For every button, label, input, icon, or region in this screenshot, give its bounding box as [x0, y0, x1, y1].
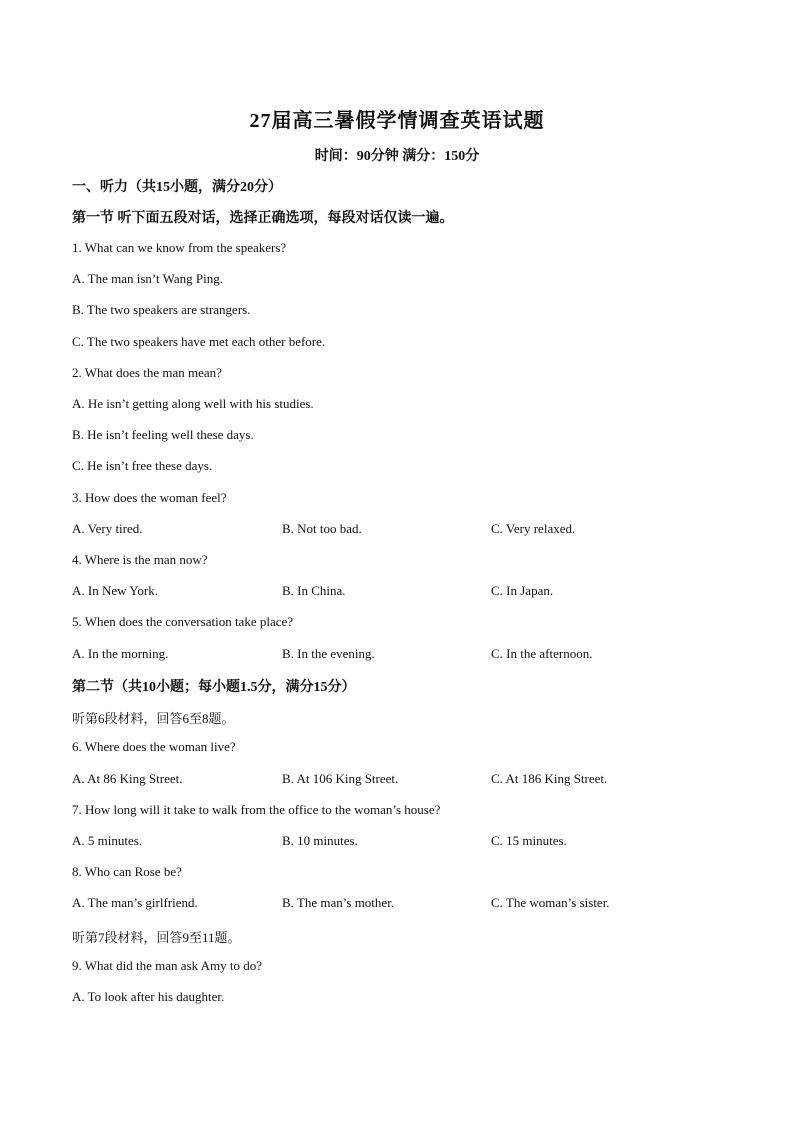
option: A. 5 minutes. — [72, 833, 143, 848]
option: C. In Japan. — [491, 583, 554, 598]
question: 2. What does the man mean? — [72, 365, 222, 380]
question: 3. How does the woman feel? — [72, 490, 227, 505]
exam-info: 时间：90分钟 满分：150分 — [314, 149, 480, 164]
material-note: 听第6段材料，回答6至8题。 — [72, 711, 235, 726]
option: B. The man’s mother. — [282, 895, 395, 910]
part-heading: 一、听力（共15小题，满分20分） — [72, 180, 282, 195]
option: B. At 106 King Street. — [282, 771, 399, 786]
option: A. He isn’t getting along well with his studies. — [72, 396, 314, 411]
option: B. In the evening. — [282, 646, 375, 661]
option: B. Not too bad. — [282, 521, 362, 536]
option: A. In New York. — [72, 583, 158, 598]
option: C. The two speakers have met each other before. — [72, 334, 326, 349]
option: C. At 186 King Street. — [491, 771, 608, 786]
option: C. 15 minutes. — [491, 833, 567, 848]
question: 9. What did the man ask Amy to do? — [72, 958, 263, 973]
option: A. At 86 King Street. — [72, 771, 183, 786]
option: C. In the afternoon. — [491, 646, 593, 661]
option: B. In China. — [282, 583, 346, 598]
option: A. The man’s girlfriend. — [72, 895, 198, 910]
option: C. He isn’t free these days. — [72, 458, 213, 473]
section-heading: 第一节 听下面五段对话，选择正确选项，每段对话仅读一遍。 — [72, 211, 454, 226]
question: 7. How long will it take to walk from the office to the woman’s house? — [72, 802, 441, 817]
option: A. Very tired. — [72, 521, 143, 536]
option: C. Very relaxed. — [491, 521, 576, 536]
question: 5. When does the conversation take place? — [72, 614, 294, 629]
question: 1. What can we know from the speakers? — [72, 240, 287, 255]
option: B. 10 minutes. — [282, 833, 358, 848]
option: A. In the morning. — [72, 646, 169, 661]
question: 8. Who can Rose be? — [72, 864, 182, 879]
option: C. The woman’s sister. — [491, 895, 610, 910]
material-note: 听第7段材料，回答9至11题。 — [72, 930, 241, 945]
page-title: 27届高三暑假学情调查英语试题 — [249, 110, 545, 132]
section-heading: 第二节（共10小题；每小题1.5分，满分15分） — [72, 680, 356, 695]
question: 6. Where does the woman live? — [72, 739, 236, 754]
option: A. The man isn’t Wang Ping. — [72, 271, 223, 286]
option: B. The two speakers are strangers. — [72, 302, 251, 317]
question: 4. Where is the man now? — [72, 552, 208, 567]
option: A. To look after his daughter. — [72, 989, 225, 1004]
option: B. He isn’t feeling well these days. — [72, 427, 254, 442]
